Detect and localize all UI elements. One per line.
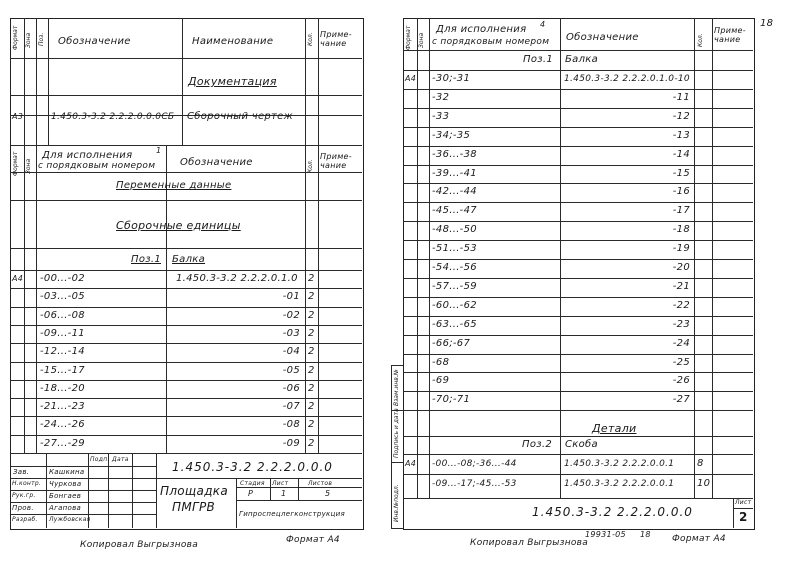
page-number: 18	[760, 18, 774, 29]
header2-format: Формат	[12, 151, 19, 176]
row-divider	[403, 183, 753, 184]
row-divider	[403, 259, 753, 260]
doc-name: Сборочный чертеж	[187, 111, 293, 122]
stamp-name-1: Чуркова	[49, 480, 82, 488]
row-variant: -33	[432, 110, 450, 122]
row-designation: -06	[282, 382, 300, 394]
row-divider	[403, 108, 753, 109]
row-designation: -16	[672, 186, 690, 198]
row-format: А4	[405, 74, 417, 83]
right-copied: Копировал Выгрызнова	[470, 538, 589, 548]
row-variant: -21...-23	[40, 401, 85, 413]
stamp-role-3: Пров.	[12, 504, 34, 512]
header2-variant-line2: с порядковым номером	[38, 161, 156, 171]
r-header-qty: Кол.	[697, 33, 704, 47]
row-designation: -23	[672, 318, 690, 330]
row-divider	[10, 307, 362, 308]
row-divider	[10, 416, 362, 417]
row-designation: -25	[672, 356, 690, 368]
row-designation: -14	[672, 148, 690, 160]
row-divider	[403, 316, 753, 317]
r-pos2-name: Скоба	[565, 439, 598, 450]
row-divider	[10, 288, 362, 289]
organization: Гипроспецлегконструкция	[239, 510, 345, 518]
row-qty: 2	[308, 291, 315, 303]
row-qty: 2	[308, 419, 315, 431]
row-designation: -08	[282, 419, 300, 431]
header-note: Приме- чание	[320, 30, 352, 48]
row-variant: -09...-17;-45...-53	[432, 479, 517, 489]
r-header-variant-line2: с порядковым номером	[432, 37, 550, 47]
archive-page: 18	[640, 530, 651, 539]
stage-label: Стадия	[240, 480, 265, 487]
row-qty: 2	[308, 364, 315, 376]
row-variant: -24...-26	[40, 419, 85, 431]
row-designation: -19	[672, 243, 690, 255]
row-format: А4	[12, 274, 24, 283]
stamp-name-4: Лужбовская	[49, 516, 91, 523]
row-variant: -18...-20	[40, 382, 85, 394]
r-header-variant-mark: 4	[540, 20, 546, 29]
stamp-name-2: Бонгаев	[49, 492, 82, 500]
header2-designation: Обозначение	[180, 157, 253, 168]
stamp-head-date: Дата	[112, 456, 129, 463]
row-designation: -20	[672, 262, 690, 273]
assembly-units-heading: Сборочные единицы	[116, 219, 241, 232]
header-designation: Обозначение	[58, 36, 131, 47]
r-sheet-value: 2	[739, 510, 748, 524]
r-header-format: Формат	[405, 25, 412, 50]
r-pos1-name: Балка	[565, 54, 599, 65]
row-qty: 2	[308, 309, 315, 321]
row-divider	[403, 297, 753, 298]
row-variant: -57...-59	[432, 280, 477, 292]
row-divider	[403, 335, 753, 336]
side-label-2: Инв.№подл.	[393, 484, 400, 522]
row-qty: 2	[308, 437, 315, 449]
row-variant: -51...-53	[432, 243, 477, 255]
sheet-label: Лист	[272, 480, 289, 487]
row-divider	[10, 362, 362, 363]
row-variant: -42...-44	[432, 186, 477, 198]
row-divider	[403, 354, 753, 355]
archive-number: 19931-05	[585, 530, 626, 539]
header-name: Наименование	[192, 36, 274, 47]
doc-format: А3	[12, 112, 24, 121]
header-qty: Кол.	[307, 32, 314, 46]
row-variant: -66;-67	[432, 337, 471, 349]
row-designation: -21	[672, 280, 690, 292]
section-parts: Детали	[592, 422, 637, 435]
stamp-name-3: Агапова	[49, 504, 82, 512]
row-divider	[403, 165, 753, 166]
row-variant: -09...-11	[40, 327, 85, 339]
row-designation: -11	[672, 91, 690, 103]
stamp-role-2: Рук.гр.	[12, 492, 36, 499]
row-designation: -27	[672, 394, 690, 406]
row-designation: -04	[282, 346, 300, 358]
row-divider	[10, 343, 362, 344]
row-variant: -54...-56	[432, 262, 477, 273]
row-designation: -03	[282, 327, 300, 339]
row-designation: -17	[672, 205, 690, 217]
r-header-designation: Обозначение	[566, 32, 639, 43]
left-copied: Копировал Выгрызнова	[80, 540, 199, 550]
row-variant: -30;-31	[432, 73, 471, 84]
row-divider	[403, 240, 753, 241]
row-variant: -68	[432, 356, 450, 368]
row-variant: -03...-05	[40, 291, 85, 303]
row-designation: -01	[282, 291, 300, 303]
row-divider	[10, 380, 362, 381]
stamp-role-1: Н.контр.	[12, 480, 42, 487]
row-designation: -15	[672, 167, 690, 179]
row-divider	[403, 221, 753, 222]
row-divider	[403, 391, 753, 392]
pos1-label: Поз.1	[131, 254, 161, 265]
row-variant: -15...-17	[40, 364, 85, 376]
row-designation: -22	[672, 299, 690, 311]
row-designation: -18	[672, 224, 690, 236]
doc-designation: 1.450.3-3.2 2.2.2.0.0.0СБ	[51, 112, 175, 122]
row-divider	[403, 146, 753, 147]
row-divider	[10, 435, 362, 436]
header-zone: Зона	[25, 32, 32, 48]
row-variant: -32	[432, 91, 450, 103]
row-variant: -63...-65	[432, 318, 477, 330]
header2-note: Приме- чание	[320, 152, 352, 170]
side-label-1: Подпись и дата	[393, 408, 400, 458]
row-variant: -70;-71	[432, 394, 471, 406]
pos1-name: Балка	[172, 254, 206, 265]
stamp-head-sign: Подп.	[90, 456, 110, 463]
row-divider	[10, 398, 362, 399]
title-line2: ПМГРВ	[172, 500, 216, 514]
row-designation: 1.450.3-3.2 2.2.2.0.0.1	[564, 459, 675, 469]
row-designation: -26	[672, 375, 690, 387]
header2-variant-line1: Для исполнения	[42, 150, 133, 161]
row-designation: 1.450.3-3.2 2.2.2.0.1.0-10	[564, 74, 690, 84]
row-designation: -24	[672, 337, 690, 349]
variable-data-heading: Переменные данные	[116, 180, 232, 191]
row-qty: 8	[697, 458, 704, 469]
row-qty: 10	[697, 478, 711, 489]
sheets-value: 5	[325, 489, 331, 498]
stamp-name-0: Кашкина	[49, 468, 85, 476]
header-pos: Поз.	[38, 32, 45, 46]
row-designation: 1.450.3-3.2 2.2.2.0.0.1	[564, 479, 675, 489]
header2-qty: Кол.	[307, 159, 314, 173]
row-qty: 2	[308, 346, 315, 358]
row-variant: -60...-62	[432, 299, 477, 311]
row-designation: 1.450.3-3.2 2.2.2.0.1.0	[176, 273, 298, 284]
header2-variant-mark: 1	[156, 146, 162, 155]
row-variant: -39...-41	[432, 167, 477, 179]
row-divider	[403, 278, 753, 279]
r-code: 1.450.3-3.2 2.2.2.0.0.0	[532, 505, 693, 519]
row-designation: -07	[282, 401, 300, 413]
right-format: Формат А4	[672, 534, 726, 544]
row-variant: -48...-50	[432, 224, 477, 236]
row-qty: 2	[308, 273, 315, 284]
row-qty: 2	[308, 382, 315, 394]
row-variant: -36...-38	[432, 148, 477, 160]
row-divider	[403, 202, 753, 203]
row-variant: -27...-29	[40, 437, 85, 449]
row-divider	[403, 89, 753, 90]
side-label-0: Взам.инв.№	[393, 369, 400, 406]
r-header-note: Приме- чание	[714, 26, 746, 44]
row-designation: -05	[282, 364, 300, 376]
row-qty: 2	[308, 401, 315, 413]
r-header-variant-line1: Для исполнения	[436, 24, 527, 35]
row-designation: -13	[672, 129, 690, 141]
left-format: Формат А4	[286, 535, 340, 545]
row-variant: -12...-14	[40, 346, 85, 358]
row-variant: -00...-02	[40, 273, 85, 284]
row-qty: 2	[308, 327, 315, 339]
row-designation: -12	[672, 110, 690, 122]
row-divider	[403, 410, 753, 411]
row-variant: -34;-35	[432, 129, 471, 141]
row-variant: -69	[432, 375, 450, 387]
header-format: Формат	[12, 25, 19, 50]
row-format: А4	[405, 459, 417, 468]
row-designation: -02	[282, 309, 300, 321]
stage-value: Р	[248, 489, 254, 498]
sheet-value: 1	[281, 489, 287, 498]
row-designation: -09	[282, 437, 300, 449]
row-variant: -00...-08;-36...-44	[432, 459, 517, 469]
row-variant: -06...-08	[40, 309, 85, 321]
section-documentation: Документация	[188, 75, 277, 88]
sheets-label: Листов	[308, 480, 333, 487]
header2-zone: Зона	[25, 158, 32, 174]
row-divider	[403, 372, 753, 373]
row-divider	[403, 127, 753, 128]
r-sheet-label: Лист	[735, 499, 752, 506]
row-divider	[10, 325, 362, 326]
r-pos2-label: Поз.2	[522, 439, 552, 450]
r-header-zone: Зона	[418, 32, 425, 48]
r-pos1-label: Поз.1	[523, 54, 553, 65]
stamp-role-4: Разраб.	[12, 516, 38, 523]
title-line1: Площадка	[160, 484, 228, 498]
row-divider	[403, 474, 753, 475]
row-variant: -45...-47	[432, 205, 477, 217]
stamp-role-0: Зав.	[13, 468, 30, 476]
title-block-code: 1.450.3-3.2 2.2.2.0.0.0	[172, 460, 333, 474]
